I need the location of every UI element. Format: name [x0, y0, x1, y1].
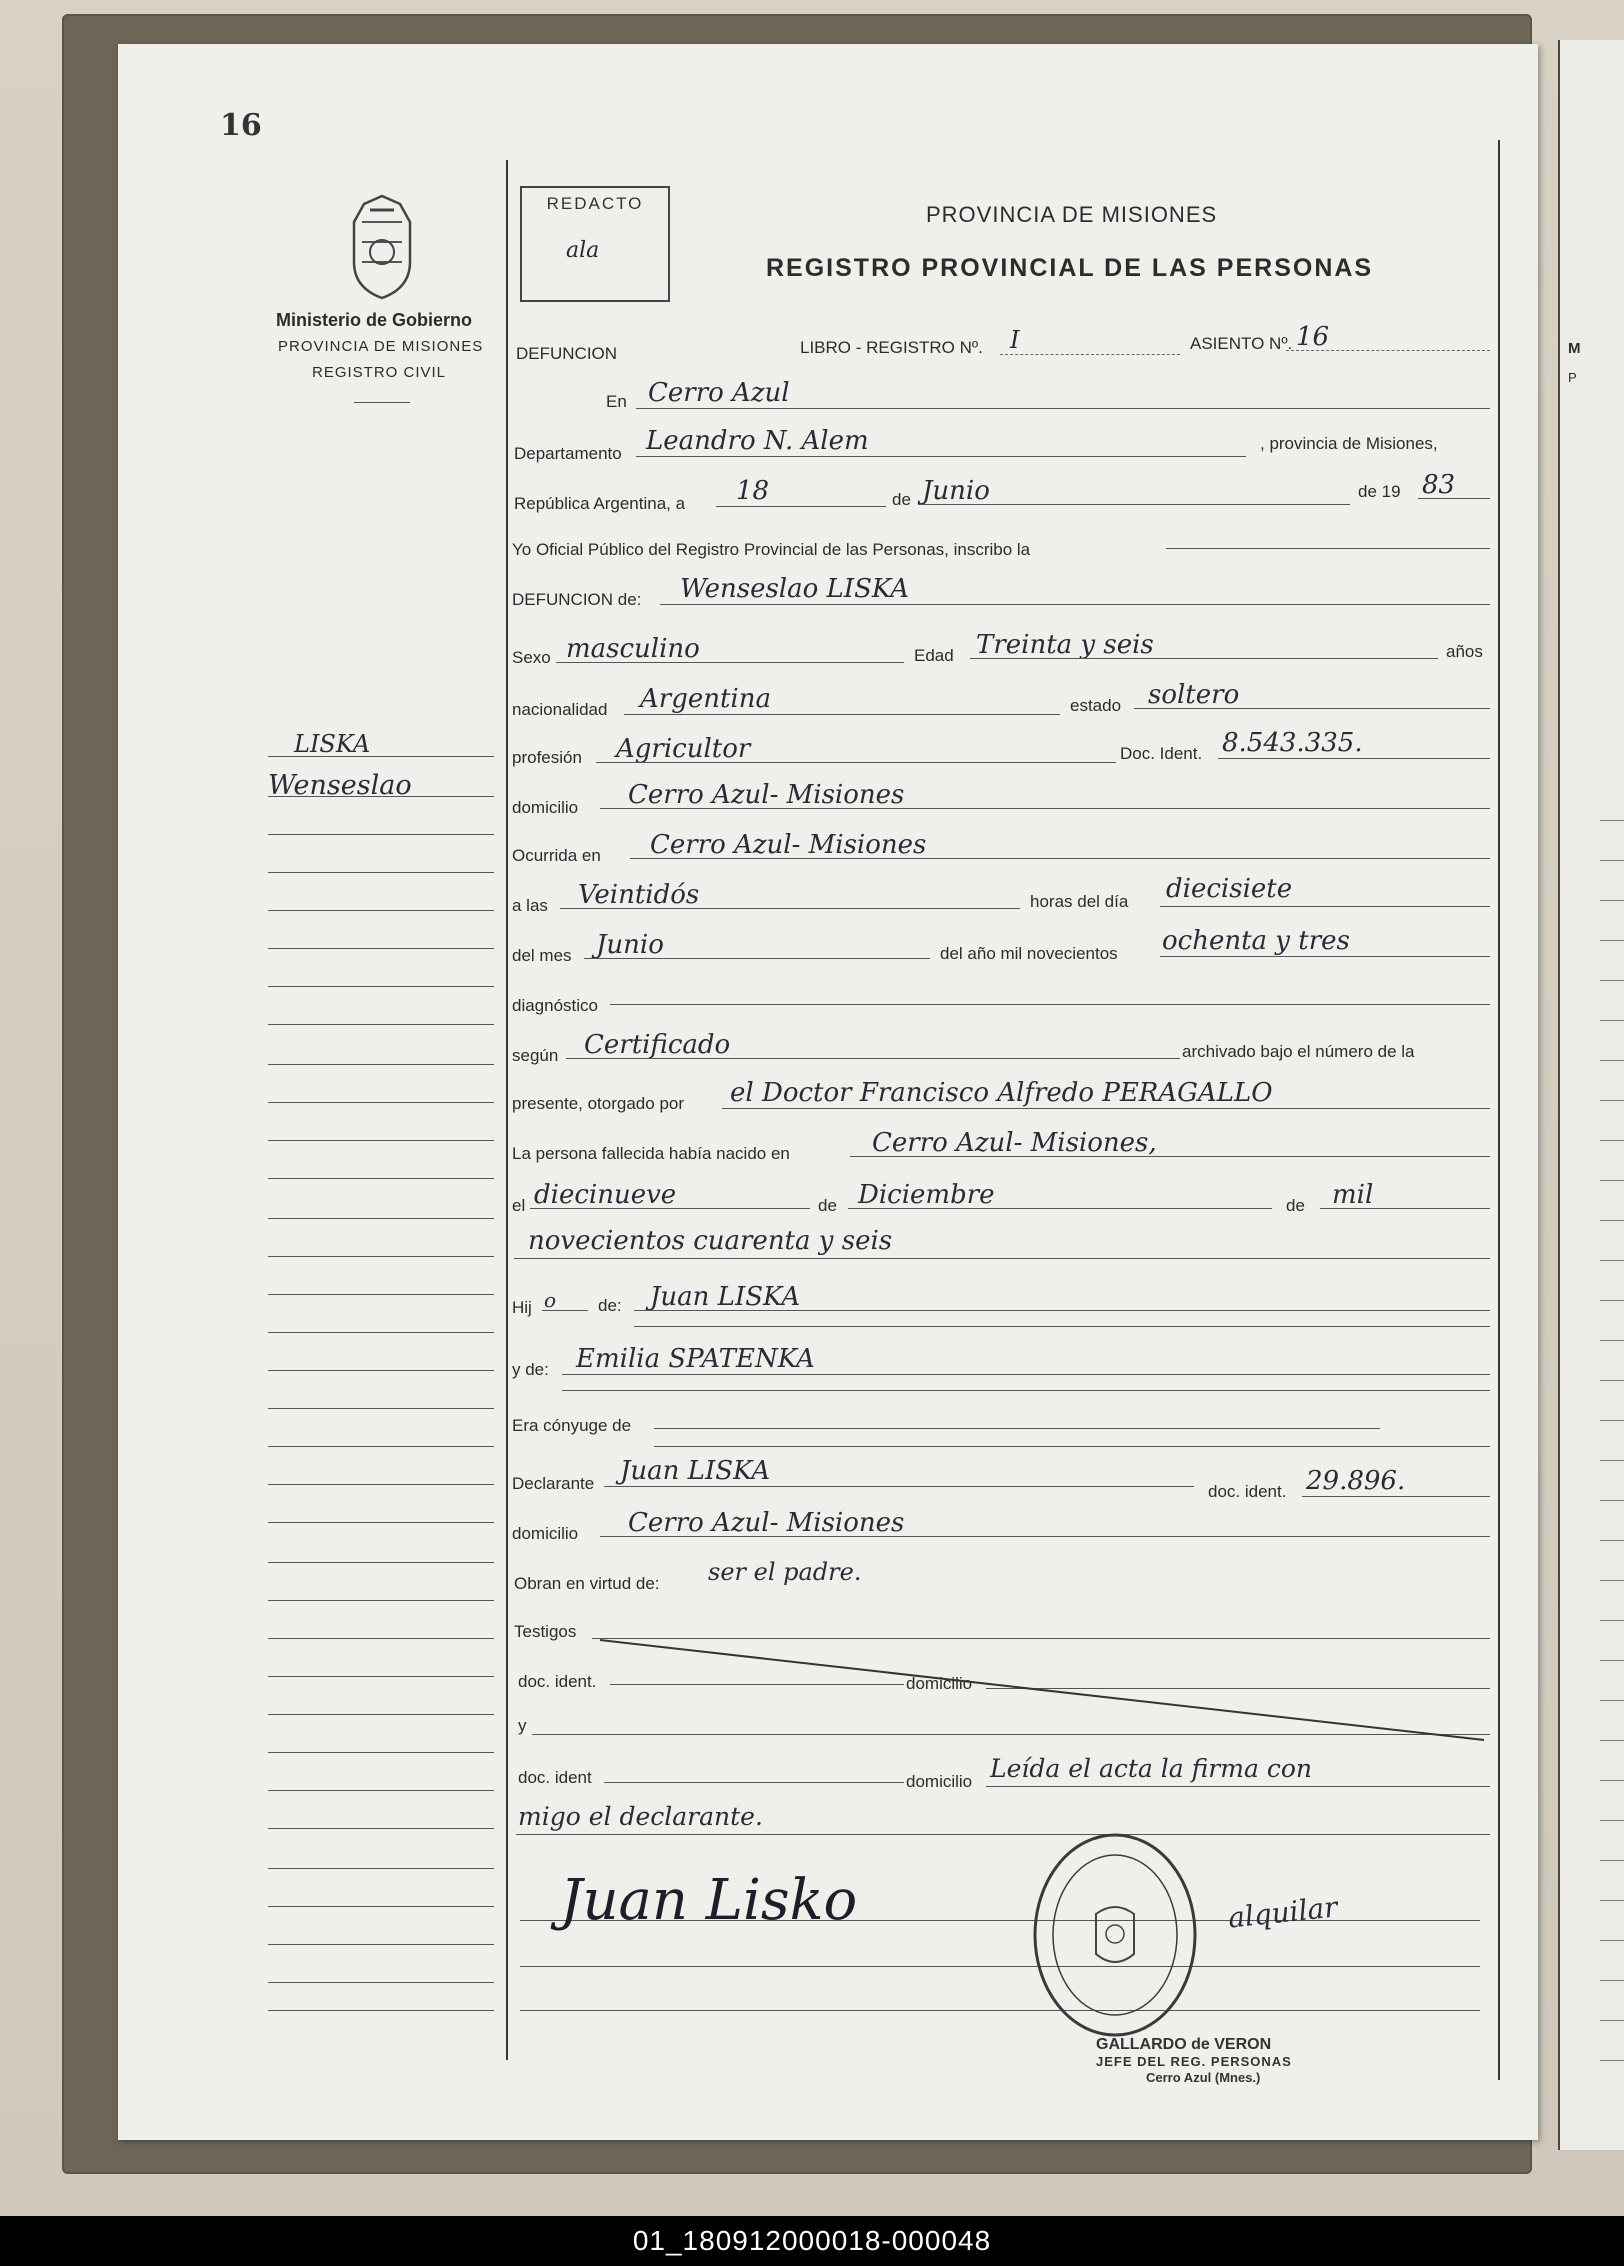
domicilio-2-label: domicilio [906, 1772, 973, 1791]
ministry-province: PROVINCIA DE MISIONES [278, 338, 484, 355]
decl-doc-value: 29.896. [1306, 1466, 1406, 1496]
de-label: de [892, 490, 911, 509]
page-number: 16 [220, 108, 262, 143]
margin-surname: LISKA [294, 730, 371, 758]
asiento-value: 16 [1296, 322, 1330, 352]
ano-value: ochenta y tres [1162, 926, 1350, 956]
registry-seal-icon [1030, 1830, 1200, 2040]
dia-value: diecisiete [1166, 874, 1293, 904]
doc-ident-1-label: doc. ident. [518, 1672, 597, 1691]
province-heading: PROVINCIA DE MISIONES [926, 202, 1218, 227]
a-las-label: a las [512, 896, 548, 915]
closing-line-1: Leída el acta la firma con [990, 1754, 1312, 1783]
closing-line-2: migo el declarante. [518, 1802, 763, 1831]
oficial-statement: Yo Oficial Público del Registro Provincial de las Personas, inscribo la [512, 540, 1031, 559]
edad-value: Treinta y seis [976, 630, 1154, 660]
stamp-line-1: GALLARDO de VERON [1096, 2036, 1272, 2053]
ministry-title: Ministerio de Gobierno [276, 310, 473, 330]
mother-name: Emilia SPATENKA [576, 1344, 815, 1374]
libro-label: LIBRO - REGISTRO Nº. [800, 338, 983, 357]
obran-value: ser el padre. [708, 1558, 862, 1586]
declarante-value: Juan LISKA [620, 1456, 771, 1486]
en-value: Cerro Azul [648, 378, 790, 408]
domicilio-1-label: domicilio [906, 1674, 973, 1693]
segun-value: Certificado [584, 1030, 731, 1060]
departamento-label: Departamento [514, 444, 622, 463]
scan-id-footer: 01_180912000018-000048 [0, 2216, 1624, 2266]
horas-label: horas del día [1030, 892, 1129, 911]
domicilio-value: Cerro Azul- Misiones [628, 780, 905, 810]
sexo-label: Sexo [512, 648, 551, 667]
decl-domicilio-label: domicilio [512, 1524, 579, 1543]
nacionalidad-label: nacionalidad [512, 700, 608, 719]
testigos-cancel-line [600, 1636, 1490, 1746]
departamento-value: Leandro N. Alem [646, 426, 869, 456]
el-label: el [512, 1196, 526, 1215]
profesion-value: Agricultor [616, 734, 751, 764]
father-name: Juan LISKA [650, 1282, 801, 1312]
year-value: 83 [1422, 470, 1456, 500]
provincia-suffix: , provincia de Misiones, [1260, 434, 1438, 453]
month-value: Junio [922, 476, 990, 506]
nac-ano-value-2: novecientos cuarenta y seis [528, 1226, 893, 1256]
presente-value: el Doctor Francisco Alfredo PERAGALLO [730, 1078, 1273, 1108]
stamp-line-2: JEFE DEL REG. PERSONAS [1096, 2054, 1292, 2069]
profesion-label: profesión [512, 748, 582, 767]
stamp-line-3: Cerro Azul (Mnes.) [1146, 2070, 1261, 2085]
year-prefix: de 19 [1358, 482, 1401, 501]
record-type-label: DEFUNCION [516, 344, 618, 363]
nac-de2-label: de [1286, 1196, 1305, 1215]
margin-given-name: Wenseslao [268, 770, 412, 801]
declarante-signature: Juan Lisko [560, 1868, 858, 1933]
estado-label: estado [1070, 696, 1122, 715]
deceased-name: Wenseslao LISKA [680, 574, 910, 604]
y-label: y [518, 1716, 527, 1735]
libro-value: I [1010, 326, 1020, 354]
decl-domicilio-value: Cerro Azul- Misiones [628, 1508, 905, 1538]
coat-of-arms-icon [340, 192, 424, 302]
anos-label: años [1446, 642, 1483, 661]
estado-value: soltero [1148, 680, 1240, 710]
presente-label: presente, otorgado por [512, 1094, 685, 1113]
declarante-label: Declarante [512, 1474, 595, 1493]
diagnostico-label: diagnóstico [512, 996, 599, 1015]
defuncion-label: DEFUNCION de: [512, 590, 642, 609]
redacto-box [520, 186, 670, 302]
ocurrida-value: Cerro Azul- Misiones [650, 830, 927, 860]
redacto-label: REDACTO [546, 194, 644, 213]
doc-ident-2-label: doc. ident [518, 1768, 592, 1787]
registry-heading: REGISTRO PROVINCIAL DE LAS PERSONAS [766, 254, 1374, 282]
archivado-label: archivado bajo el número de la [1182, 1042, 1415, 1061]
right-rule [1498, 140, 1500, 2080]
margin-rule [506, 160, 508, 2060]
ocurrida-label: Ocurrida en [512, 846, 601, 865]
segun-label: según [512, 1046, 559, 1065]
domicilio-label: domicilio [512, 798, 579, 817]
nacido-value: Cerro Azul- Misiones, [872, 1128, 1157, 1158]
asiento-label: ASIENTO Nº. [1190, 334, 1293, 353]
en-label: En [606, 392, 627, 411]
hijo-de-label: de: [598, 1296, 622, 1315]
redacto-initials: ala [566, 238, 600, 263]
testigos-label: Testigos [514, 1622, 577, 1641]
obran-label: Obran en virtud de: [514, 1574, 660, 1593]
doc-value: 8.543.335. [1222, 728, 1363, 758]
edad-label: Edad [914, 646, 954, 665]
doc-label: Doc. Ident. [1120, 744, 1203, 763]
del-ano-label: del año mil novecientos [940, 944, 1118, 963]
decl-doc-label: doc. ident. [1208, 1482, 1287, 1501]
nac-dia-value: diecinueve [534, 1180, 677, 1210]
sexo-value: masculino [566, 634, 700, 664]
day-value: 18 [736, 476, 770, 506]
hijo-label: Hij [512, 1298, 532, 1317]
nacionalidad-value: Argentina [640, 684, 771, 714]
nac-de-label: de [818, 1196, 837, 1215]
nacido-label: La persona fallecida había nacido en [512, 1144, 790, 1163]
ministry-registry: REGISTRO CIVIL [312, 364, 447, 381]
nac-mes-value: Diciembre [858, 1180, 995, 1210]
next-page-edge: M P [1558, 40, 1624, 2150]
del-mes-label: del mes [512, 946, 572, 965]
conyuge-label: Era cónyuge de [512, 1416, 632, 1435]
republica-label: República Argentina, a [514, 494, 686, 513]
nac-ano-value-1: mil [1332, 1180, 1374, 1210]
hijo-suffix: o [544, 1288, 557, 1312]
y-de-label: y de: [512, 1360, 549, 1379]
a-las-value: Veintidós [578, 880, 700, 910]
oficial-signature: alquilar [1226, 1890, 1340, 1935]
mes-value: Junio [596, 930, 664, 960]
